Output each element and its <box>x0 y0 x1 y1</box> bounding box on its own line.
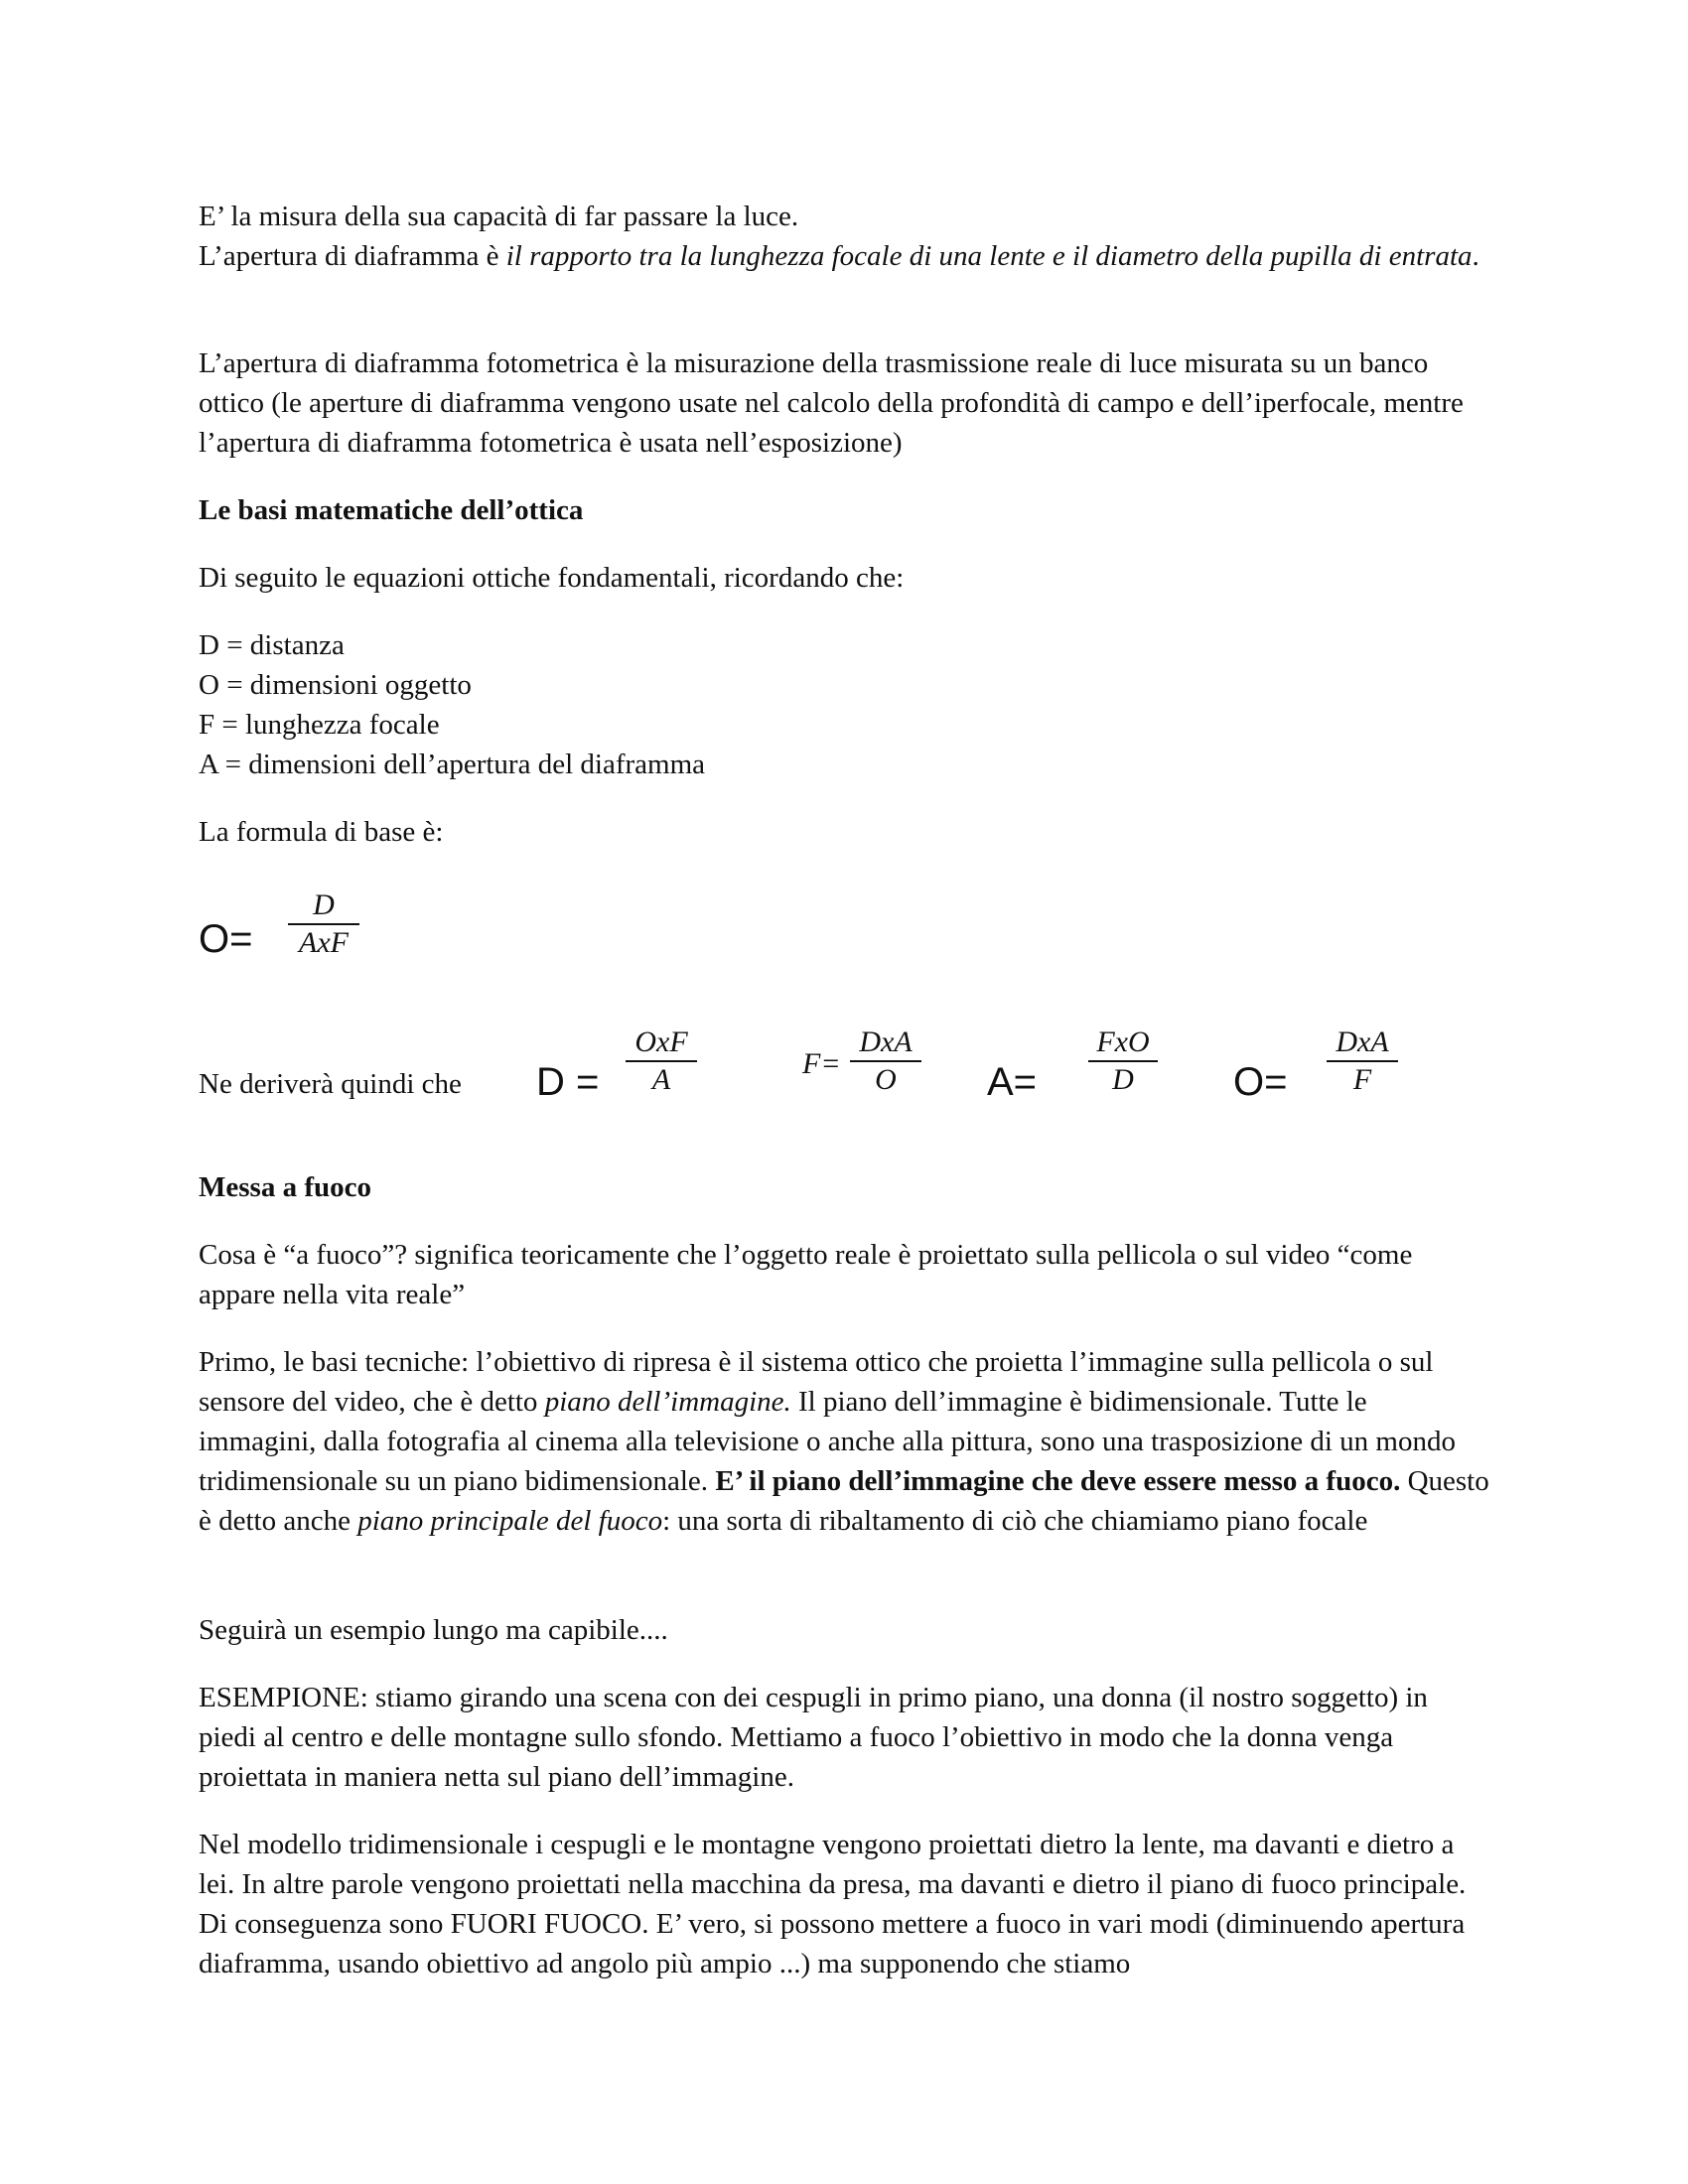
example-intro: Seguirà un esempio lungo ma capibile.... <box>199 1614 668 1646</box>
derived-formula-o-numerator: DxA <box>1336 1025 1389 1058</box>
math-heading-text: Le basi matematiche dell’ottica <box>199 494 584 526</box>
derived-formula-d-fraction <box>626 1024 697 1098</box>
focus-p2-text-2: Il piano dell’immagine è bidimensionale. Tutte le immagini, dalla fotografia al cinema alla televisione o anche alla pittura, sono una trasposizione di un mondo tridimensionale su un piano bidimensionale. <box>199 1386 1456 1497</box>
focus-p2-text-4: : una sorta di ribaltamento di ciò che chiamiamo piano focale <box>662 1505 1368 1537</box>
focus-paragraph-2 <box>199 1342 1489 1541</box>
intro-line-1: E’ la misura della sua capacità di far passare la luce. <box>199 201 799 232</box>
intro-line-2: L’apertura di diaframma è <box>199 240 506 272</box>
equations-intro: Di seguito le equazioni ottiche fondamentali, ricordando che: <box>199 562 905 594</box>
base-formula-lhs: O= <box>199 917 253 961</box>
definition-a: A = dimensioni dell’apertura del diaframma <box>199 749 705 780</box>
derived-formula-d-lhs: D = <box>536 1060 600 1104</box>
focus-p2-bold: E’ il piano dell’immagine che deve essere messo a fuoco. <box>715 1465 1401 1497</box>
focus-heading <box>199 1167 1489 1207</box>
focus-heading-text: Messa a fuoco <box>199 1171 371 1203</box>
math-heading <box>199 490 1489 530</box>
derived-formula-o-fraction <box>1327 1024 1398 1098</box>
focus-p2-text-1: Primo, le basi tecniche: l’obiettivo di ripresa è il sistema ottico che proietta l’immagine sulla pellicola o sul sensore del video, che è detto <box>199 1346 1434 1418</box>
base-formula-numerator: D <box>313 888 335 921</box>
derived-formula-f-numerator: DxA <box>859 1025 913 1058</box>
derived-label: Ne deriverà quindi che <box>199 1068 462 1100</box>
example-paragraph: ESEMPIONE: stiamo girando una scena con dei cespugli in primo piano, una donna (il nostro soggetto) in piedi al centro e delle montagne sullo sfondo. Mettiamo a fuoco l’obiettivo in modo che la donna venga proiettata in maniera netta sul piano dell’immagine. <box>199 1682 1428 1793</box>
intro-line-2-end: . <box>1472 240 1479 272</box>
derived-formula-a-numerator: FxO <box>1096 1025 1150 1058</box>
definitions-list <box>199 625 1489 784</box>
photometric-paragraph: L’apertura di diaframma fotometrica è la misurazione della trasmissione reale di luce misurata su un banco ottico (le aperture di diaframma vengono usate nel calcolo della profondità di campo e dell’iperfocale, mentre l’apertura di diaframma fotometrica è usata nell’esposizione) <box>199 347 1464 459</box>
derived-formula-d-numerator: OxF <box>634 1025 688 1058</box>
derived-formula-f-denominator: O <box>875 1063 897 1096</box>
base-formula-denominator: AxF <box>299 926 349 959</box>
focus-p2-text-3: Questo è detto anche <box>199 1465 1489 1537</box>
definition-o: O = dimensioni oggetto <box>199 669 472 701</box>
derived-formula-o-denominator: F <box>1352 1063 1372 1096</box>
definition-d: D = distanza <box>199 629 345 661</box>
derived-formula-a-fraction <box>1088 1024 1158 1098</box>
derived-formula-o-lhs: O= <box>1233 1060 1288 1104</box>
derived-formula-a-denominator: D <box>1112 1063 1134 1096</box>
focus-paragraph-1: Cosa è “a fuoco”? significa teoricamente che l’oggetto reale è proiettato sulla pellicola o sul video “come appare nella vita reale” <box>199 1239 1413 1310</box>
intro-definition-italic: il rapporto tra la lunghezza focale di una lente e il diametro della pupilla di entrata <box>505 240 1473 272</box>
focus-p2-italic-principal-plane: piano principale del fuoco <box>357 1505 663 1537</box>
base-formula-label: La formula di base è: <box>199 816 444 848</box>
base-formula-fraction <box>288 887 359 961</box>
model-paragraph: Nel modello tridimensionale i cespugli e le montagne vengono proiettati dietro la lente, ma davanti e dietro a lei. In altre parole vengono proiettati nella macchina da presa, ma davanti e dietro il piano di fuoco principale. Di conseguenza sono FUORI FUOCO. E’ vero, si possono mettere a fuoco in vari modi (diminuendo apertura diaframma, usando obiettivo ad angolo più ampio ...) ma supponendo che stiamo <box>199 1829 1467 1979</box>
derived-formula-f-fraction <box>850 1024 921 1098</box>
intro-paragraph <box>199 197 1489 276</box>
derived-formula-d-denominator: A <box>651 1063 671 1096</box>
derived-formula-a-lhs: A= <box>987 1060 1038 1104</box>
derived-formula-f-lhs: F= <box>802 1047 841 1080</box>
focus-p2-italic-image-plane: piano dell’immagine. <box>544 1386 791 1418</box>
definition-f: F = lunghezza focale <box>199 709 440 741</box>
